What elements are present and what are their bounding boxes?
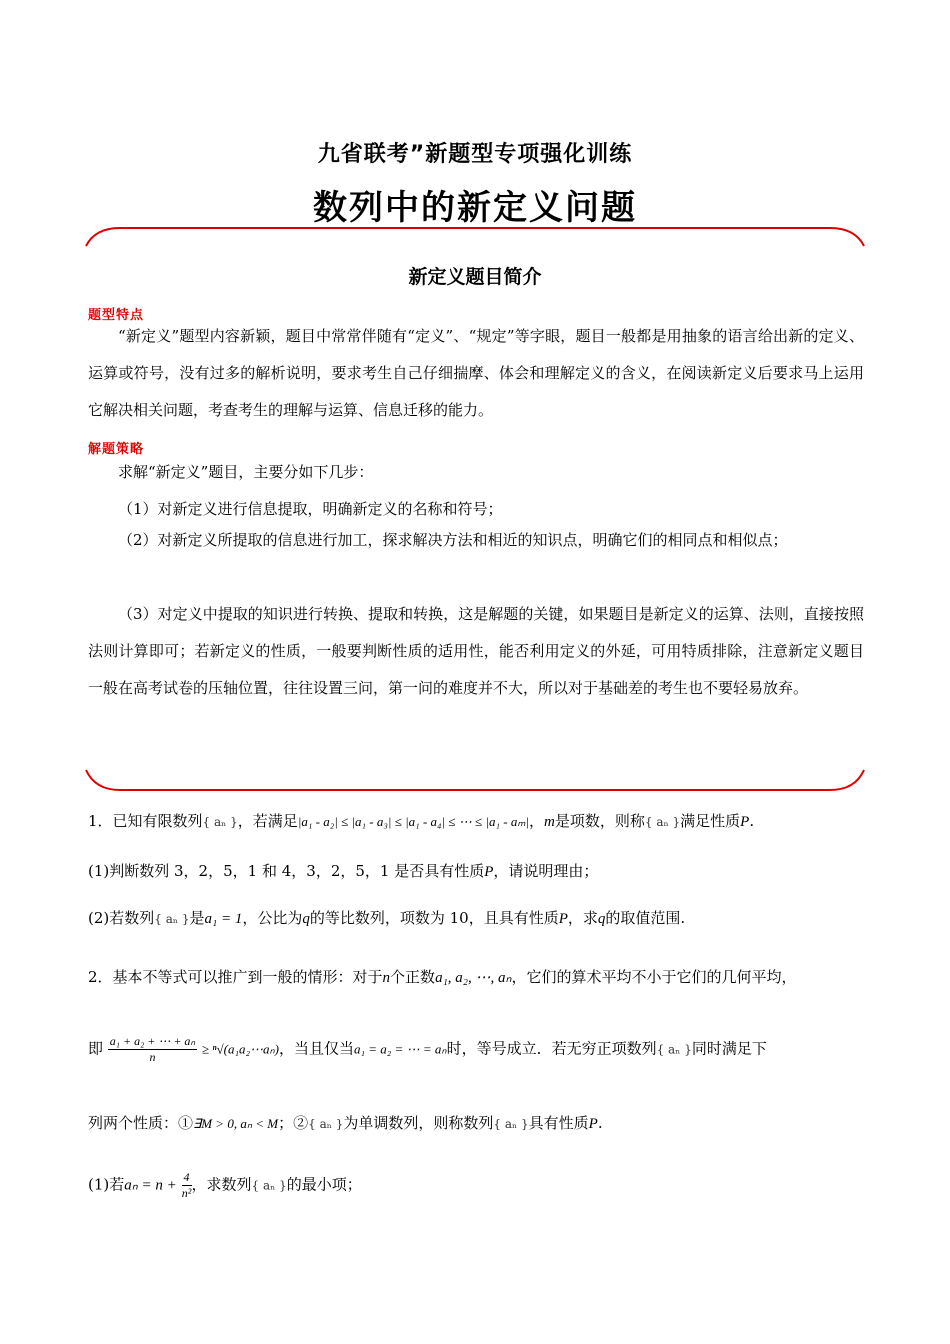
problem-2-properties: 列两个性质：①∃M > 0, aₙ < M；②{ aₙ }为单调数列，则称数列{ aₙ }具有性质P. bbox=[88, 1114, 603, 1132]
seq-list: a₁, a₂, ⋯, aₙ bbox=[435, 970, 512, 986]
problem-2-inequality: 即 $\frac{\text{a₁ + a₂ + ⋯ + aₙ}}{n}$ ≥ ⁿ√(a₁a₂⋯aₙ)，当且仅当a₁ = a₂ = ⋯ = aₙ时，等号成立．若无穷正项数列{ aₙ }同时满足下 bbox=[88, 1034, 767, 1064]
series-title: 九省联考”新题型专项强化训练 bbox=[317, 142, 633, 167]
problem-2-statement: 2．基本不等式可以推广到一般的情形：对于n个正数a₁, a₂, ⋯, aₙ，它们的算术平均不小于它们的几何平均， bbox=[88, 968, 797, 986]
top-arc bbox=[86, 228, 864, 246]
problem-1-statement: 1．已知有限数列{ aₙ }，若满足|a₁ - a₂| ≤ |a₁ - a₃| ≤ |a₁ - a₄| ≤ ⋯ ≤ |a₁ - aₘ|，m是项数，则称{ aₙ }满足性质P. bbox=[88, 812, 755, 830]
abs-chain: |a₁ - a₂| ≤ |a₁ - a₃| ≤ |a₁ - a₄| ≤ ⋯ ≤ |a₁ - aₘ| bbox=[297, 814, 529, 829]
mean-fraction: $\frac{\text{a₁ + a₂ + ⋯ + aₙ}}{n}$ bbox=[109, 1034, 196, 1064]
features-label: 题型特点 bbox=[88, 308, 145, 323]
bounded-condition: ∃M > 0, aₙ < M bbox=[193, 1116, 279, 1131]
four-over-n-squared: $\frac{4}{\text{n²}}$ bbox=[181, 1170, 192, 1200]
strategy-step-3: （3）对定义中提取的知识进行转换、提取和转换，这是解题的关键，如果题目是新定义的运算、法则，直接按照法则计算即可；若新定义的性质，一般要判断性质的适用性，能否利用定义的外延，可用特质排除，注意新定义题目一般在高考试卷的压轴位置，往往设置三问，第一问的难度并不大，所以对于基础差的考生也不要轻易放弃。 bbox=[88, 605, 864, 697]
strategy-intro: 求解“新定义”题目，主要分如下几步： bbox=[118, 463, 374, 481]
strategy-step-2: （2）对新定义所提取的信息进行加工，探求解决方法和相近的知识点，明确它们的相同点和相似点； bbox=[118, 531, 788, 549]
section-title: 新定义题目简介 bbox=[408, 266, 542, 288]
problem-1-q2: (2)若数列{ aₙ }是a₁ = 1，公比为q的等比数列，项数为 10，且具有性质P，求q的取值范围. bbox=[88, 909, 686, 927]
main-title: 数列中的新定义问题 bbox=[313, 188, 637, 228]
problem-2-q1: (1)若aₙ = n + $\frac{4}{\text{n²}}$ ，求数列{ aₙ }的最小项； bbox=[88, 1170, 362, 1200]
strategy-step-1: （1）对新定义进行信息提取，明确新定义的名称和符号； bbox=[118, 500, 503, 518]
features-paragraph: “新定义”题型内容新颖，题目中常常伴随有“定义”、“规定”等字眼，题目一般都是用抽象的语言给出新的定义、运算或符号，没有过多的解析说明，要求考生自己仔细揣摩、体会和理解定义的含义，在阅读新定义后要求马上运用它解决相关问题，考查考生的理解与运算、信息迁移的能力。 bbox=[88, 327, 864, 419]
strategy-label: 解题策略 bbox=[88, 442, 145, 457]
problem-1-q1: (1)判断数列 3，2，5，1 和 4，3，2，5，1 是否具有性质P，请说明理由； bbox=[88, 862, 599, 880]
bottom-arc bbox=[86, 770, 864, 790]
geometric-mean: ≥ ⁿ√(a₁a₂⋯aₙ) bbox=[202, 1041, 279, 1057]
seq-an: { aₙ } bbox=[202, 815, 238, 829]
